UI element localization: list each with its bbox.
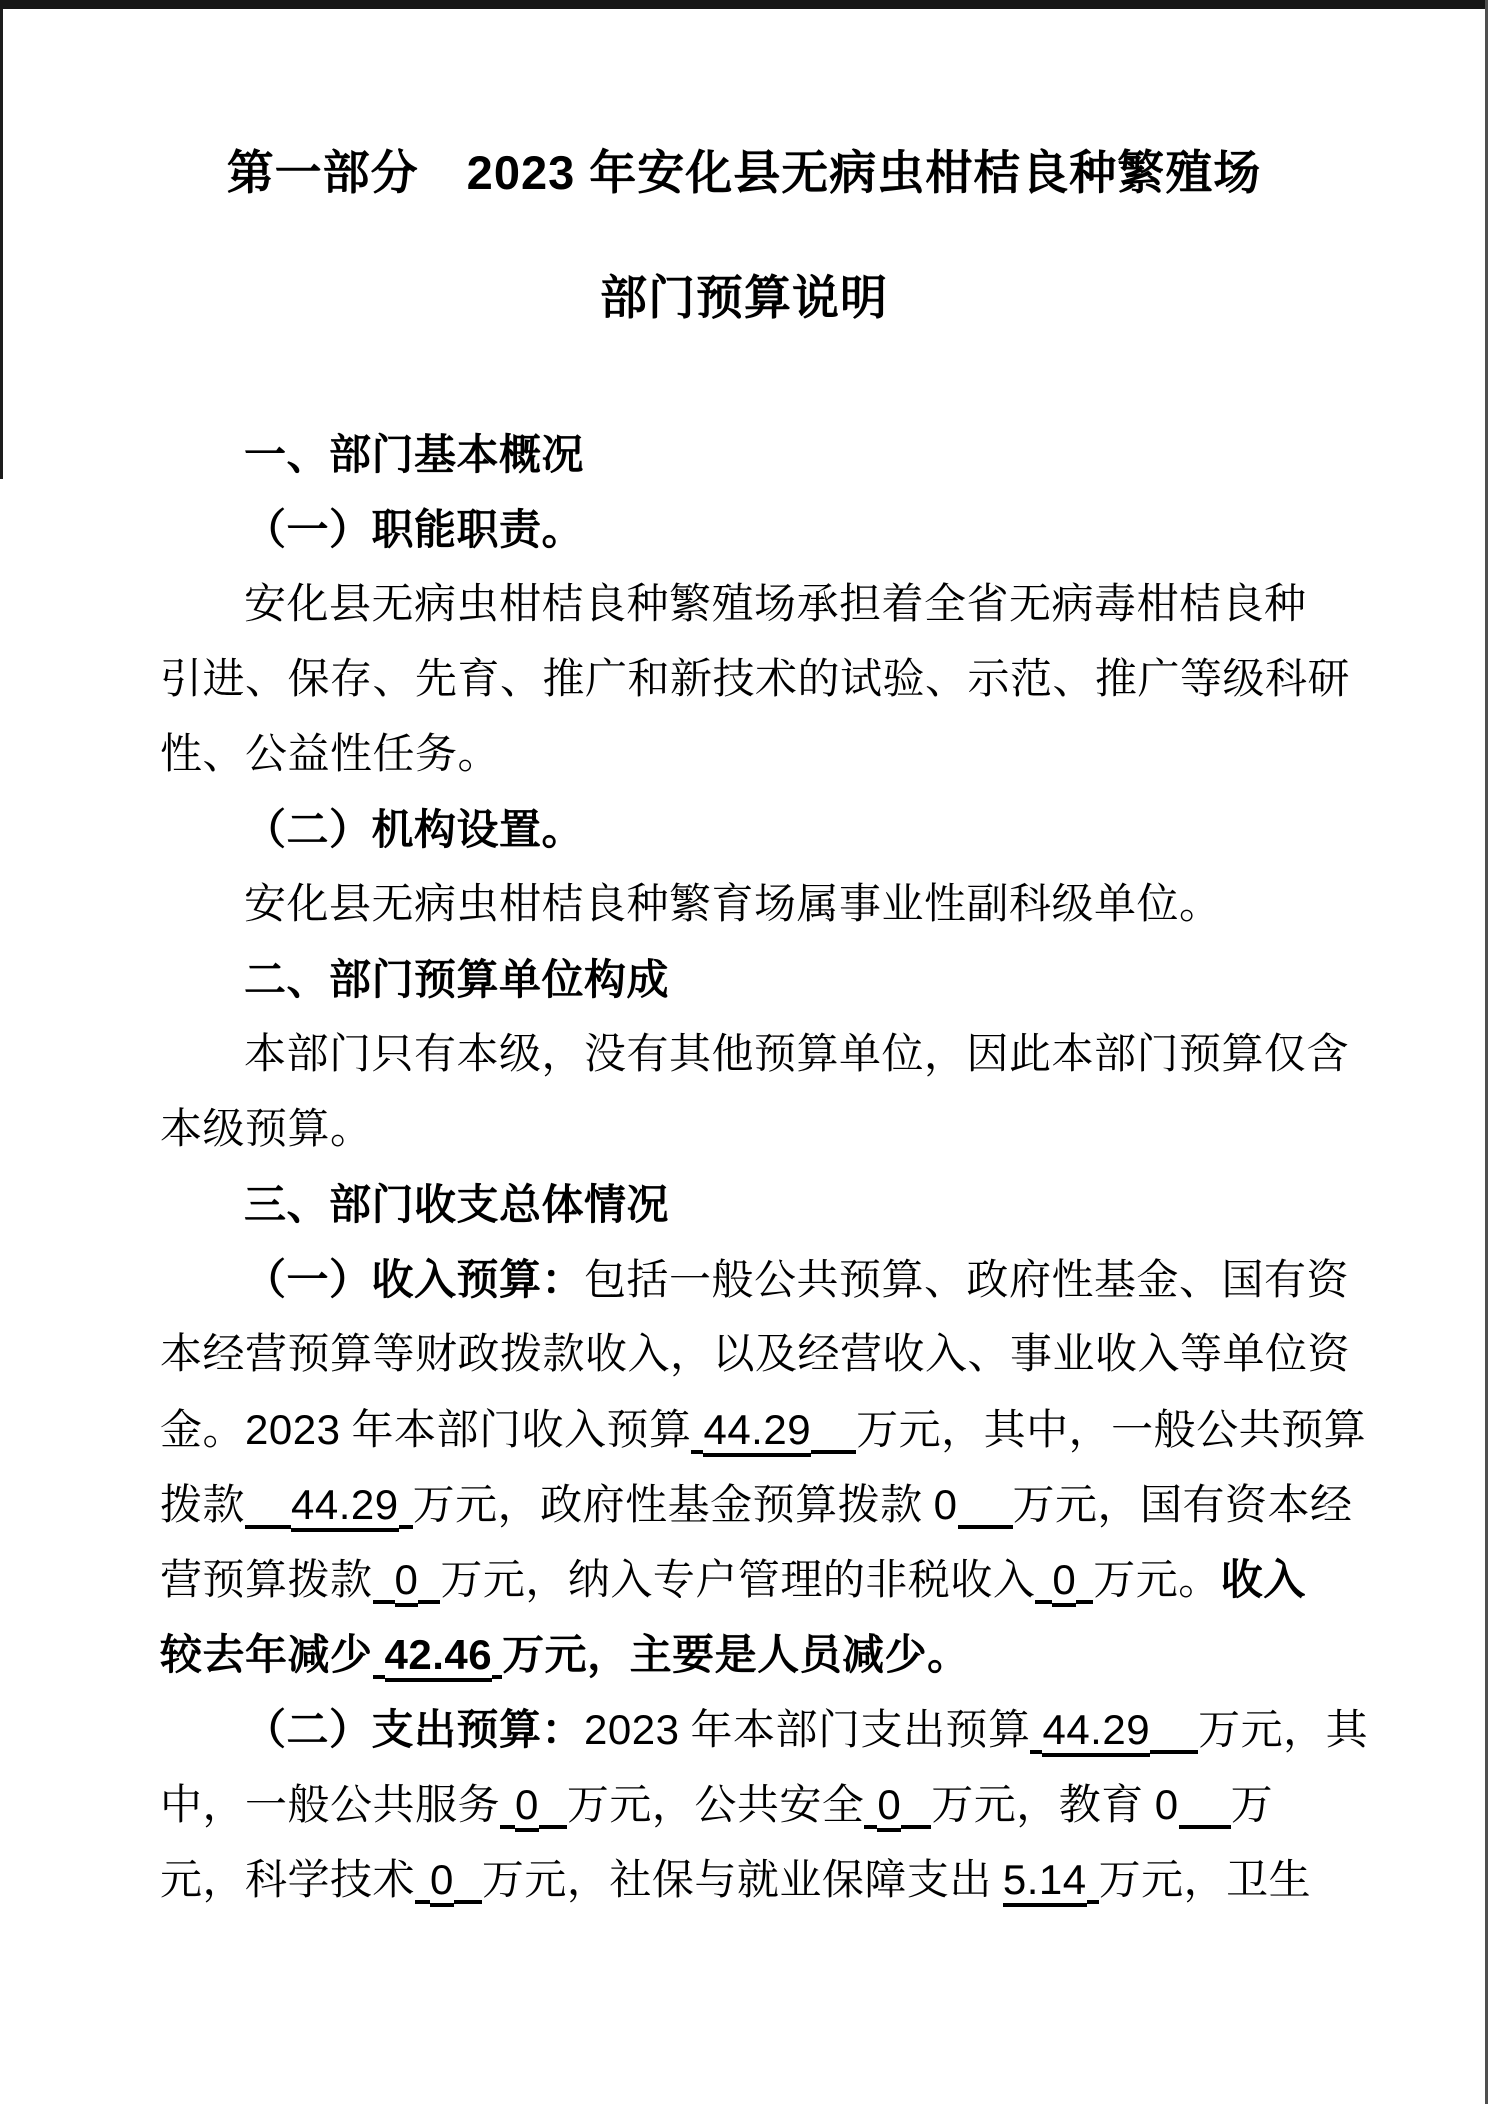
text-segment: 万元，社保与就业保障支出 bbox=[481, 1858, 1003, 1904]
text-segment: 收入 bbox=[1220, 1556, 1306, 1603]
blank-underline bbox=[373, 1665, 385, 1679]
blank-underline bbox=[415, 1890, 430, 1904]
blank-underline bbox=[811, 1440, 856, 1454]
para-revenue-budget-line-2 bbox=[160, 1328, 1350, 1403]
blank-underline bbox=[539, 1815, 567, 1829]
heading-budget-unit-composition bbox=[160, 953, 1350, 1028]
para-revenue-budget-line-6 bbox=[160, 1628, 1350, 1703]
blank-underline bbox=[245, 1515, 291, 1529]
text-segment: 包括一般公共预算、政府性基金、国有资 bbox=[584, 1258, 1350, 1304]
heading-revenue-expenditure-overview bbox=[160, 1178, 1350, 1253]
underlined-value: 44.29 bbox=[1042, 1706, 1150, 1757]
text-segment: 万元。 bbox=[1093, 1558, 1221, 1604]
text-segment: 三、部门收支总体情况 bbox=[244, 1181, 670, 1228]
underlined-value: 0 bbox=[430, 1856, 454, 1907]
text-segment: 万元，教育 bbox=[931, 1783, 1155, 1829]
document-body bbox=[160, 428, 1369, 1928]
para-revenue-budget-line-4 bbox=[160, 1478, 1353, 1553]
text-segment: 本部门只有本级，没有其他预算单位，因此本部门预算仅含 bbox=[244, 1032, 1350, 1078]
document-title-line-1: 第一部分 2023 年安化县无病虫柑桔良种繁殖场 bbox=[226, 146, 1262, 199]
para-budget-unit-line-1 bbox=[160, 1028, 1350, 1103]
text-segment: （二）支出预算： bbox=[244, 1706, 585, 1753]
text-segment: 万元，公共安全 bbox=[566, 1783, 865, 1829]
heading-duties bbox=[160, 503, 1350, 578]
text-segment: 2023 bbox=[584, 1706, 680, 1753]
text-segment: 引进、保存、先育、推广和新技术的试验、示范、推广等级科研 bbox=[160, 657, 1351, 703]
blank-underline bbox=[901, 1815, 931, 1829]
text-segment: 万元，其中，一般公共预算 bbox=[856, 1408, 1367, 1454]
text-segment: （一）收入预算： bbox=[244, 1256, 585, 1303]
text-segment: 年本部门收入预算 bbox=[340, 1408, 692, 1454]
blank-underline bbox=[418, 1590, 440, 1604]
text-segment: 性、公益性任务。 bbox=[160, 732, 501, 778]
underlined-value: 0 bbox=[877, 1781, 901, 1832]
text-segment: 营预算拨款 bbox=[160, 1558, 373, 1604]
underlined-value: 44.29 bbox=[703, 1406, 811, 1457]
para-expenditure-budget-line-3 bbox=[160, 1853, 1350, 1928]
text-segment: 金。 bbox=[160, 1408, 246, 1454]
underlined-value: 42.46 bbox=[385, 1631, 493, 1682]
text-segment: 万元，国有资本经 bbox=[1012, 1483, 1353, 1529]
text-segment: 万元，主要是人员减少。 bbox=[502, 1631, 970, 1678]
text-segment: 本经营预算等财政拨款收入，以及经营收入、事业收入等单位资 bbox=[160, 1332, 1351, 1378]
para-duties-line-1 bbox=[160, 578, 1350, 653]
para-revenue-budget-line-1 bbox=[160, 1253, 1350, 1328]
text-segment: 万 bbox=[1230, 1783, 1274, 1829]
text-segment: 0 bbox=[933, 1481, 958, 1528]
blank-underline bbox=[1087, 1890, 1099, 1904]
text-segment: （一）职能职责。 bbox=[244, 506, 585, 553]
para-revenue-budget-line-3 bbox=[160, 1403, 1367, 1478]
text-segment: 元，科学技术 bbox=[160, 1858, 416, 1904]
text-segment: 万元，政府性基金预算拨款 bbox=[412, 1483, 934, 1529]
para-budget-unit-line-2 bbox=[160, 1103, 1350, 1178]
blank-underline bbox=[864, 1815, 877, 1829]
underlined-value: 5.14 bbox=[1003, 1856, 1087, 1907]
blank-underline bbox=[399, 1515, 413, 1529]
para-duties-line-2 bbox=[160, 653, 1350, 728]
text-segment: 安化县无病虫柑桔良种繁殖场承担着全省无病毒柑桔良种 bbox=[244, 582, 1307, 628]
text-segment: 万元，卫生 bbox=[1098, 1858, 1312, 1904]
text-segment: 2023 bbox=[245, 1406, 341, 1453]
para-org-setup-line-1 bbox=[160, 878, 1350, 953]
blank-underline bbox=[1035, 1590, 1052, 1604]
text-segment: 年本部门支出预算 bbox=[679, 1708, 1031, 1754]
underlined-value: 44.29 bbox=[291, 1481, 399, 1532]
text-segment: 中，一般公共服务 bbox=[160, 1783, 501, 1829]
heading-org-setup bbox=[160, 803, 1350, 878]
underlined-value: 0 bbox=[1052, 1556, 1076, 1607]
text-segment: 本级预算。 bbox=[160, 1107, 373, 1153]
blank-underline bbox=[1179, 1815, 1231, 1829]
blank-underline bbox=[958, 1515, 1013, 1529]
text-segment: 万元，纳入专户管理的非税收入 bbox=[440, 1558, 1036, 1604]
blank-underline bbox=[500, 1815, 515, 1829]
para-expenditure-budget-line-2 bbox=[160, 1778, 1350, 1853]
text-segment: 安化县无病虫柑桔良种繁育场属事业性副科级单位。 bbox=[244, 882, 1222, 928]
blank-underline bbox=[492, 1665, 502, 1679]
scan-edge-left bbox=[0, 9, 3, 479]
underlined-value: 0 bbox=[395, 1556, 419, 1607]
blank-underline bbox=[373, 1590, 395, 1604]
text-segment: 拨款 bbox=[160, 1483, 246, 1529]
heading-dept-overview bbox=[160, 428, 1350, 503]
para-expenditure-budget-line-1 bbox=[160, 1703, 1369, 1778]
document-title-line-2: 部门预算说明 bbox=[600, 271, 888, 324]
text-segment: 一、部门基本概况 bbox=[244, 431, 585, 478]
underlined-value: 0 bbox=[515, 1781, 539, 1832]
blank-underline bbox=[1076, 1590, 1093, 1604]
blank-underline bbox=[1150, 1740, 1198, 1754]
para-revenue-budget-line-5 bbox=[160, 1553, 1350, 1628]
text-segment: 万元，其 bbox=[1198, 1708, 1369, 1754]
scan-edge-top bbox=[0, 0, 1488, 9]
text-segment: （二）机构设置。 bbox=[244, 806, 585, 853]
blank-underline bbox=[691, 1440, 703, 1454]
para-duties-line-3 bbox=[160, 728, 1350, 803]
text-segment: 0 bbox=[1154, 1781, 1179, 1828]
blank-underline bbox=[1030, 1740, 1042, 1754]
blank-underline bbox=[454, 1890, 482, 1904]
text-segment: 较去年减少 bbox=[160, 1631, 373, 1678]
text-segment: 二、部门预算单位构成 bbox=[244, 956, 670, 1003]
